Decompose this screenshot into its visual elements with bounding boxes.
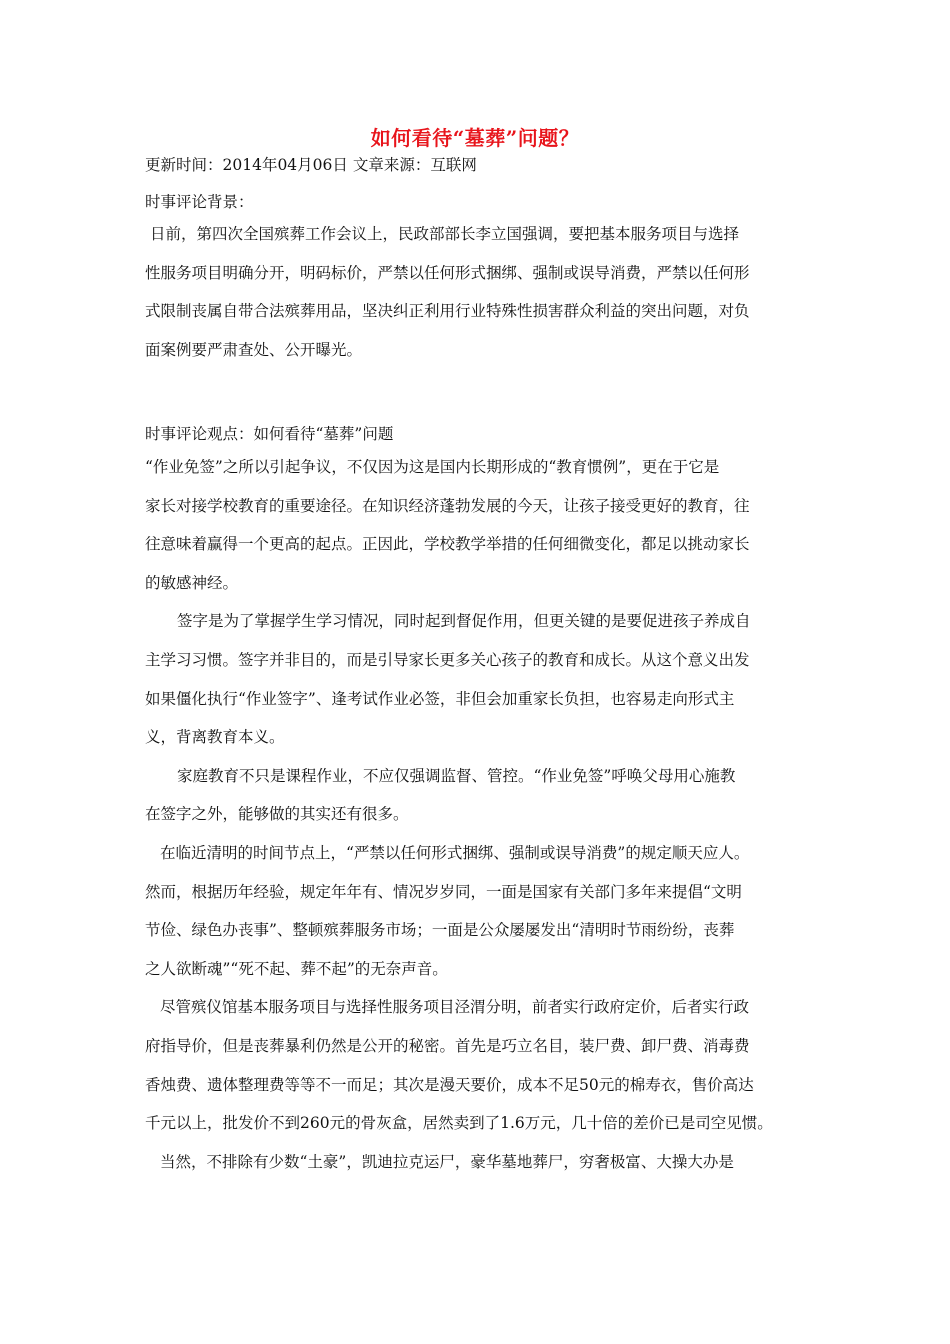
paragraph-line: 主学习习惯。签字并非目的，而是引导家长更多关心孩子的教育和成长。从这个意义出发	[145, 650, 750, 669]
paragraph-line: 家长对接学校教育的重要途径。在知识经济蓬勃发展的今天，让孩子接受更好的教育，往	[145, 496, 750, 515]
paragraph-line: 当然，不排除有少数“土豪”，凯迪拉克运尸，豪华墓地葬尸，穷奢极富、大操大办是	[160, 1152, 734, 1171]
paragraph-line: 在签字之外，能够做的其实还有很多。	[145, 805, 409, 824]
paragraph-line: 府指导价，但是丧葬暴利仍然是公开的秘密。首先是巧立名目，装尸费、卸尸费、消毒费	[145, 1036, 750, 1055]
paragraph-line: 往意味着赢得一个更高的起点。正因此，学校教学举措的任何细微变化，都足以挑动家长	[145, 535, 750, 554]
paragraph-line: 如果僵化执行“作业签字”、逢考试作业必签，非但会加重家长负担，也容易走向形式主	[145, 689, 735, 708]
paragraph-line: 家庭教育不只是课程作业，不应仅强调监督、管控。“作业免签”呼唤父母用心施教	[177, 766, 736, 785]
paragraph-line: 尽管殡仪馆基本服务项目与选择性服务项目泾渭分明，前者实行政府定价，后者实行政	[160, 998, 750, 1017]
paragraph-line: 性服务项目明确分开，明码标价，严禁以任何形式捆绑、强制或误导消费，严禁以任何形	[145, 263, 750, 282]
article-title: 如何看待“墓葬”问题？	[370, 126, 580, 150]
paragraph-line: 义，背离教育本义。	[145, 728, 285, 747]
paragraph-line: 面案例要严肃查处、公开曝光。	[145, 340, 363, 359]
paragraph-line: 香烛费、遗体整理费等等不一而足；其次是漫天要价，成本不足50元的棉寿衣，售价高达	[145, 1075, 754, 1094]
paragraph-line: “作业免签”之所以引起争议，不仅因为这是国内长期形成的“教育惯例”，更在于它是	[145, 458, 720, 476]
paragraph-line: 签字是为了掌握学生学习情况，同时起到督促作用，但更关键的是要促进孩子养成自	[177, 612, 751, 631]
paragraph-line: 之人欲断魂”“死不起、葬不起”的无奈声音。	[145, 959, 448, 978]
article-meta: 更新时间：2014年04月06日 文章来源：互联网	[145, 156, 477, 174]
paragraph-line: 节俭、绿色办丧事”、整顿殡葬服务市场；一面是公众屡屡发出“清明时节雨纷纷，丧葬	[145, 921, 735, 940]
background-label: 时事评论背景：	[145, 193, 254, 211]
paragraph-line: 式限制丧属自带合法殡葬用品，坚决纠正利用行业特殊性损害群众利益的突出问题，对负	[145, 302, 750, 321]
viewpoint-body	[145, 448, 810, 1181]
paragraph-line: 千元以上，批发价不到260元的骨灰盒，居然卖到了1.6万元，几十倍的差价已是司空见惯。	[145, 1114, 773, 1133]
paragraph-line: 日前，第四次全国殡葬工作会议上，民政部部长李立国强调，要把基本服务项目与选择	[150, 225, 740, 243]
paragraph-line: 的敏感神经。	[145, 573, 239, 592]
background-paragraph	[145, 215, 810, 369]
paragraph-line: 然而，根据历年经验，规定年年有、情况岁岁同，一面是国家有关部门多年来提倡“文明	[145, 882, 742, 901]
paragraph-line: 在临近清明的时间节点上，“严禁以任何形式捆绑、强制或误导消费”的规定顺天应人。	[160, 843, 750, 862]
viewpoint-label: 时事评论观点：如何看待“墓葬”问题	[145, 425, 394, 443]
